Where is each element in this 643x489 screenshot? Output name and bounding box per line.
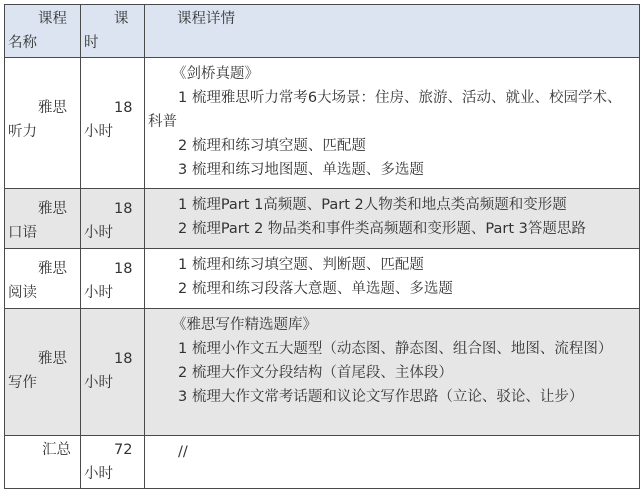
detail-line: 2 梳理Part 2 物品类和事件类高频题和变形题、Part 3答题思路 (178, 221, 586, 237)
course-hours: 18小时 (81, 189, 145, 249)
table-row (5, 58, 640, 189)
course-hours: 18小时 (81, 309, 145, 436)
course-name: 雅思阅读 (5, 249, 81, 309)
header-course-name: 课程名称 (5, 5, 81, 58)
header-hours: 课时 (81, 5, 145, 58)
table-header-row (5, 5, 640, 58)
total-hours: 72小时 (81, 436, 145, 489)
course-details (145, 249, 640, 309)
detail-line: 2 梳理大作文分段结构（首尾段、主体段） (178, 365, 453, 381)
detail-line: // (178, 444, 188, 460)
course-details (145, 189, 640, 249)
table-total-row (5, 436, 640, 489)
course-hours: 18小时 (81, 58, 145, 189)
table-row (5, 249, 640, 309)
total-details (145, 436, 640, 489)
book-title: 《雅思写作精选题库》 (172, 317, 317, 333)
table-row (5, 189, 640, 249)
course-name: 雅思写作 (5, 309, 81, 436)
course-details (145, 309, 640, 436)
course-name: 雅思听力 (5, 58, 81, 189)
detail-line: 2 梳理和练习填空题、匹配题 (178, 138, 366, 154)
detail-line: 3 梳理和练习地图题、单选题、多选题 (178, 162, 424, 178)
course-table (4, 4, 640, 489)
total-label: 汇总 (5, 436, 81, 489)
course-table-container (4, 4, 640, 489)
course-name: 雅思口语 (5, 189, 81, 249)
detail-line: 1 梳理小作文五大题型（动态图、静态图、组合图、地图、流程图） (178, 341, 613, 357)
detail-line: 2 梳理和练习段落大意题、单选题、多选题 (178, 281, 453, 297)
header-details: 课程详情 (145, 5, 640, 58)
detail-line: 1 梳理雅思听力常考6大场景：住房、旅游、活动、就业、校园学术、科普 (148, 90, 622, 130)
detail-line: 1 梳理Part 1高频题、Part 2人物类和地点类高频题和变形题 (178, 197, 567, 213)
table-row (5, 309, 640, 436)
course-hours: 18小时 (81, 249, 145, 309)
detail-line: 1 梳理和练习填空题、判断题、匹配题 (178, 257, 424, 273)
course-details (145, 58, 640, 189)
detail-line: 3 梳理大作文常考话题和议论文写作思路（立论、驳论、让步） (178, 389, 584, 405)
book-title: 《剑桥真题》 (172, 66, 259, 82)
